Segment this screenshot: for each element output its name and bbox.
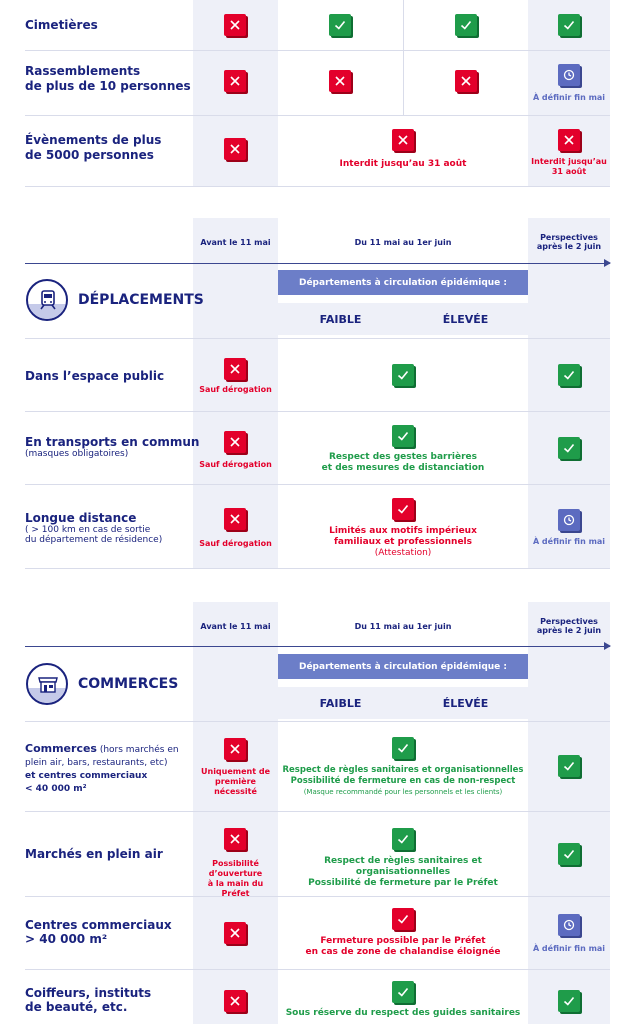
condition-text [278,765,528,798]
label-line: > 40 000 m² [25,932,108,946]
text-line: (Attestation) [374,548,432,558]
forbidden-icon [455,70,477,92]
row-label-longue-distance [25,511,162,545]
label-inline: plein air, bars, restaurants, etc) [25,758,168,768]
label-sub: ( > 100 km en cas de sortie [25,525,151,535]
allowed-icon [558,990,580,1012]
text-line: Limités aux motifs impérieux [329,526,477,536]
label-line: Coiffeurs, instituts [25,986,152,1000]
forbidden-icon [224,358,246,380]
restricted-icon [392,908,414,930]
text-line: Perspectives [540,233,598,242]
row-divider [25,896,610,897]
text-line: Fermeture possible par le Préfet [320,936,486,946]
header-before: Avant le 11 mai [200,622,271,631]
label-line: < 40 000 m² [25,784,87,794]
level-low: FAIBLE [319,696,362,710]
forbidden-icon [224,508,246,530]
row-divider [25,969,610,970]
text-line: Respect des gestes barrières [328,452,478,462]
after-column-bg [528,602,610,1024]
label-line: Commerces [25,742,97,755]
exception-text: Sauf dérogation [199,460,272,469]
text-line: Possibilité de fermeture par le Préfet [308,878,498,888]
text-line: après le 2 juin [536,626,602,635]
level-high: ÉLEVÉE [442,312,489,326]
row-divider [25,115,610,116]
header-after [528,617,610,635]
text-line: Interdit jusqu’au [531,157,607,166]
text-line: à la main du Préfet [207,879,264,898]
forbidden-icon [224,828,246,850]
text-line: Possibilité [212,859,259,868]
forbidden-icon [392,129,414,151]
allowed-icon [558,364,580,386]
allowed-icon [455,14,477,36]
row-label-coiffeurs [25,986,151,1014]
allowed-icon [558,843,580,865]
timeline-arrow [25,646,610,647]
label-line: de plus de 10 personnes [25,79,191,93]
allowed-icon [329,14,351,36]
section-title-deplacements: DÉPLACEMENTS [78,292,204,308]
text-line: familiaux et professionnels [333,537,472,547]
forbidden-icon [329,70,351,92]
header-mid: Du 11 mai au 1er juin [354,238,452,247]
row-label-commerces [25,743,179,795]
label-line: de beauté, etc. [25,1000,128,1014]
column-divider [403,51,404,115]
allowed-icon [558,755,580,777]
row-divider [25,50,610,51]
label-line: Évènements de plus [25,133,162,147]
column-divider [403,0,404,50]
exception-text [193,767,278,797]
level-high: ÉLEVÉE [442,696,489,710]
allowed-icon [392,737,414,759]
forbidden-icon [224,431,246,453]
exception-text [193,859,278,899]
condition-text: Sous réserve du respect des guides sanitaires [285,1008,521,1018]
pending-text: À définir fin mai [532,944,606,953]
restriction-text [278,936,528,958]
section-title-commerces: COMMERCES [78,676,179,692]
forbidden-icon [558,129,580,151]
row-divider [25,411,610,412]
level-row [278,687,528,719]
epidemic-band: Départements à circulation épidémique : [278,654,528,679]
label-inline: (hors marchés en [96,745,179,755]
exception-text: Sauf dérogation [199,385,272,394]
forbidden-icon [224,738,246,760]
text-line: première nécessité [214,777,257,796]
label-sub: du département de résidence) [25,535,163,545]
clock-icon [558,509,580,531]
text-line: Respect de règles sanitaires et organisationnelles [324,856,482,877]
shop-icon [26,663,68,705]
text-line: Respect de règles sanitaires et organisationnelles [282,765,524,775]
label-line: Longue distance [25,511,137,525]
row-divider [25,484,610,485]
allowed-icon [558,437,580,459]
restriction-text [278,526,528,559]
header-before: Avant le 11 mai [200,238,271,247]
clock-icon [558,914,580,936]
text-line: 31 août [551,167,587,176]
row-divider [25,186,610,187]
forbidden-icon [224,14,246,36]
forbidden-text [528,157,610,177]
row-label-espace-public: Dans l’espace public [25,369,165,383]
row-label-marches: Marchés en plein air [25,847,163,861]
forbidden-icon [224,70,246,92]
text-line: et des mesures de distanciation [321,463,485,473]
forbidden-icon [224,922,246,944]
label-sub: (masques obligatoires) [25,449,129,459]
label-line: Rassemblements [25,64,141,78]
timeline-arrow [25,263,610,264]
row-label-transports [25,435,199,459]
level-row [278,303,528,335]
text-line: Possibilité de fermeture en cas de non-respect [290,776,516,786]
row-divider [25,568,610,569]
header-after [528,233,610,251]
restricted-icon [392,498,414,520]
row-divider [25,811,610,812]
row-divider [25,721,610,722]
text-line: après le 2 juin [536,242,602,251]
pending-text: À définir fin mai [532,537,606,546]
forbidden-icon [224,138,246,160]
level-low: FAIBLE [319,312,362,326]
text-line: en cas de zone de chalandise éloignée [305,947,501,957]
condition-text [278,452,528,474]
forbidden-icon [224,990,246,1012]
text-line: Uniquement de [201,767,270,776]
row-label-rassemblements [25,64,191,94]
row-label-centres-commerciaux [25,918,172,946]
clock-icon [558,64,580,86]
text-line: (Masque recommandé pour les personnels et les clients) [303,788,503,796]
pending-text: À définir fin mai [532,93,606,102]
row-label-cimetieres: Cimetières [25,18,98,32]
text-line: Perspectives [540,617,598,626]
allowed-icon [392,981,414,1003]
row-label-evenements [25,133,161,163]
row-divider [25,338,610,339]
before-column-bg [193,602,278,1024]
allowed-icon [392,425,414,447]
label-line: En transports en commun [25,435,200,449]
epidemic-band: Départements à circulation épidémique : [278,270,528,295]
label-line: Centres commerciaux [25,918,172,932]
allowed-icon [558,14,580,36]
allowed-icon [392,364,414,386]
exception-text: Sauf dérogation [199,539,272,548]
condition-text [278,856,528,889]
forbidden-text: Interdit jusqu’au 31 août [339,159,467,169]
label-line: de 5000 personnes [25,148,154,162]
text-line: d’ouverture [208,869,263,878]
label-line: et centres commerciaux [25,771,148,781]
header-mid: Du 11 mai au 1er juin [354,622,452,631]
train-icon [26,279,68,321]
allowed-icon [392,828,414,850]
